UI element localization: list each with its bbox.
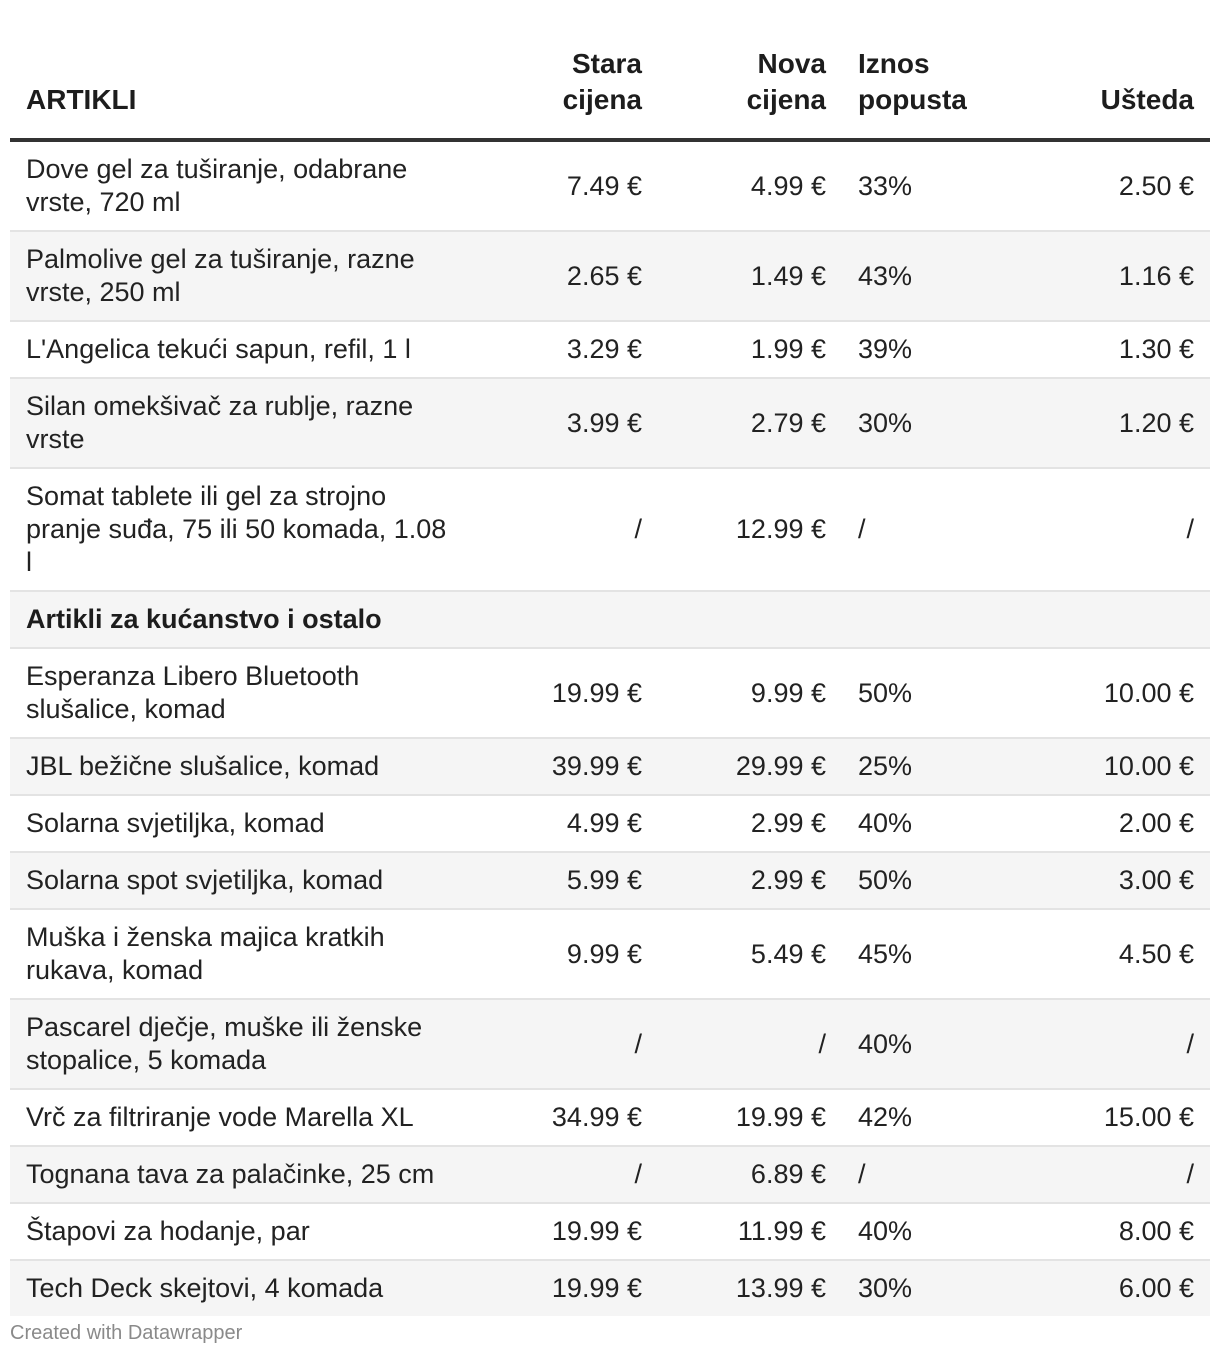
cell-usteda: 4.50 € — [1042, 909, 1210, 999]
cell-nova-cijena: 2.79 € — [658, 378, 842, 468]
cell-nova-cijena: 29.99 € — [658, 738, 842, 795]
cell-iznos-popusta: 40% — [842, 795, 1042, 852]
table-row — [10, 795, 1210, 852]
table-row — [10, 909, 1210, 999]
header-artikli[interactable] — [10, 40, 470, 140]
table-row — [10, 1146, 1210, 1203]
table-row — [10, 1203, 1210, 1260]
cell-iznos-popusta: 33% — [842, 140, 1042, 231]
cell-iznos-popusta: 50% — [842, 648, 1042, 738]
cell-nova-cijena: 11.99 € — [658, 1203, 842, 1260]
cell-nova-cijena: 1.99 € — [658, 321, 842, 378]
table-row — [10, 999, 1210, 1089]
header-stara-cijena[interactable] — [470, 40, 658, 140]
cell-artikl: Solarna spot svjetiljka, komad — [10, 852, 470, 909]
cell-stara-cijena: 34.99 € — [470, 1089, 658, 1146]
cell-nova-cijena: 19.99 € — [658, 1089, 842, 1146]
table-row — [10, 738, 1210, 795]
group-label: Artikli za kućanstvo i ostalo — [10, 591, 1210, 648]
cell-iznos-popusta: 39% — [842, 321, 1042, 378]
cell-stara-cijena: 19.99 € — [470, 1203, 658, 1260]
cell-stara-cijena: 3.99 € — [470, 378, 658, 468]
header-iznos-popusta-line2: popusta — [858, 84, 967, 115]
cell-stara-cijena: 9.99 € — [470, 909, 658, 999]
cell-stara-cijena: / — [470, 468, 658, 591]
cell-usteda: / — [1042, 999, 1210, 1089]
cell-artikl: Vrč za filtriranje vode Marella XL — [10, 1089, 470, 1146]
table-header-row — [10, 40, 1210, 140]
cell-stara-cijena: 7.49 € — [470, 140, 658, 231]
cell-usteda: 1.16 € — [1042, 231, 1210, 321]
cell-nova-cijena: / — [658, 999, 842, 1089]
header-iznos-popusta-line1: Iznos — [858, 48, 930, 79]
table-body — [10, 140, 1210, 1316]
table-row — [10, 378, 1210, 468]
cell-usteda: 8.00 € — [1042, 1203, 1210, 1260]
cell-usteda: / — [1042, 468, 1210, 591]
cell-iznos-popusta: 45% — [842, 909, 1042, 999]
table-row — [10, 140, 1210, 231]
cell-artikl: Pascarel dječje, muške ili ženske stopalice, 5 komada — [10, 999, 470, 1089]
cell-stara-cijena: 3.29 € — [470, 321, 658, 378]
header-stara-cijena-line2: cijena — [562, 84, 642, 115]
cell-stara-cijena: 19.99 € — [470, 1260, 658, 1316]
cell-artikl: JBL bežične slušalice, komad — [10, 738, 470, 795]
cell-usteda: 6.00 € — [1042, 1260, 1210, 1316]
cell-artikl: Muška i ženska majica kratkih rukava, komad — [10, 909, 470, 999]
cell-stara-cijena: 4.99 € — [470, 795, 658, 852]
cell-artikl: L'Angelica tekući sapun, refil, 1 l — [10, 321, 470, 378]
cell-usteda: 1.30 € — [1042, 321, 1210, 378]
cell-artikl: Esperanza Libero Bluetooth slušalice, komad — [10, 648, 470, 738]
header-nova-cijena-line1: Nova — [757, 48, 826, 79]
header-artikli-label: ARTIKLI — [26, 84, 137, 115]
cell-nova-cijena: 1.49 € — [658, 231, 842, 321]
cell-artikl: Silan omekšivač za rublje, razne vrste — [10, 378, 470, 468]
table-group-row — [10, 591, 1210, 648]
cell-nova-cijena: 12.99 € — [658, 468, 842, 591]
cell-iznos-popusta: 43% — [842, 231, 1042, 321]
cell-stara-cijena: 39.99 € — [470, 738, 658, 795]
cell-usteda: / — [1042, 1146, 1210, 1203]
cell-stara-cijena: 2.65 € — [470, 231, 658, 321]
cell-iznos-popusta: / — [842, 468, 1042, 591]
cell-nova-cijena: 13.99 € — [658, 1260, 842, 1316]
table-row — [10, 648, 1210, 738]
cell-nova-cijena: 2.99 € — [658, 852, 842, 909]
table-row — [10, 468, 1210, 591]
cell-artikl: Tech Deck skejtovi, 4 komada — [10, 1260, 470, 1316]
cell-iznos-popusta: 30% — [842, 1260, 1042, 1316]
cell-stara-cijena: 19.99 € — [470, 648, 658, 738]
header-usteda-label: Ušteda — [1100, 84, 1194, 115]
cell-nova-cijena: 4.99 € — [658, 140, 842, 231]
header-usteda[interactable] — [1042, 40, 1210, 140]
cell-iznos-popusta: 40% — [842, 999, 1042, 1089]
cell-nova-cijena: 2.99 € — [658, 795, 842, 852]
cell-usteda: 10.00 € — [1042, 738, 1210, 795]
cell-usteda: 3.00 € — [1042, 852, 1210, 909]
table-row — [10, 1260, 1210, 1316]
table-row — [10, 321, 1210, 378]
table-row — [10, 852, 1210, 909]
cell-usteda: 2.50 € — [1042, 140, 1210, 231]
cell-nova-cijena: 9.99 € — [658, 648, 842, 738]
cell-artikl: Dove gel za tuširanje, odabrane vrste, 720 ml — [10, 140, 470, 231]
cell-iznos-popusta: 30% — [842, 378, 1042, 468]
discount-table — [10, 40, 1210, 1316]
cell-iznos-popusta: / — [842, 1146, 1042, 1203]
cell-stara-cijena: / — [470, 999, 658, 1089]
cell-artikl: Palmolive gel za tuširanje, razne vrste, 250 ml — [10, 231, 470, 321]
header-stara-cijena-line1: Stara — [571, 48, 642, 79]
cell-artikl: Solarna svjetiljka, komad — [10, 795, 470, 852]
cell-artikl: Somat tablete ili gel za strojno pranje suđa, 75 ili 50 komada, 1.08 l — [10, 468, 470, 591]
cell-stara-cijena: / — [470, 1146, 658, 1203]
table-row — [10, 1089, 1210, 1146]
header-nova-cijena-line2: cijena — [746, 84, 826, 115]
cell-nova-cijena: 6.89 € — [658, 1146, 842, 1203]
cell-usteda: 2.00 € — [1042, 795, 1210, 852]
header-iznos-popusta[interactable] — [842, 40, 1042, 140]
cell-artikl: Štapovi za hodanje, par — [10, 1203, 470, 1260]
cell-artikl: Tognana tava za palačinke, 25 cm — [10, 1146, 470, 1203]
cell-iznos-popusta: 42% — [842, 1089, 1042, 1146]
cell-iznos-popusta: 40% — [842, 1203, 1042, 1260]
cell-iznos-popusta: 50% — [842, 852, 1042, 909]
cell-usteda: 1.20 € — [1042, 378, 1210, 468]
header-nova-cijena[interactable] — [658, 40, 842, 140]
cell-usteda: 10.00 € — [1042, 648, 1210, 738]
table-row — [10, 231, 1210, 321]
cell-nova-cijena: 5.49 € — [658, 909, 842, 999]
cell-iznos-popusta: 25% — [842, 738, 1042, 795]
cell-usteda: 15.00 € — [1042, 1089, 1210, 1146]
cell-stara-cijena: 5.99 € — [470, 852, 658, 909]
datawrapper-credit[interactable]: Created with Datawrapper — [10, 1322, 243, 1344]
